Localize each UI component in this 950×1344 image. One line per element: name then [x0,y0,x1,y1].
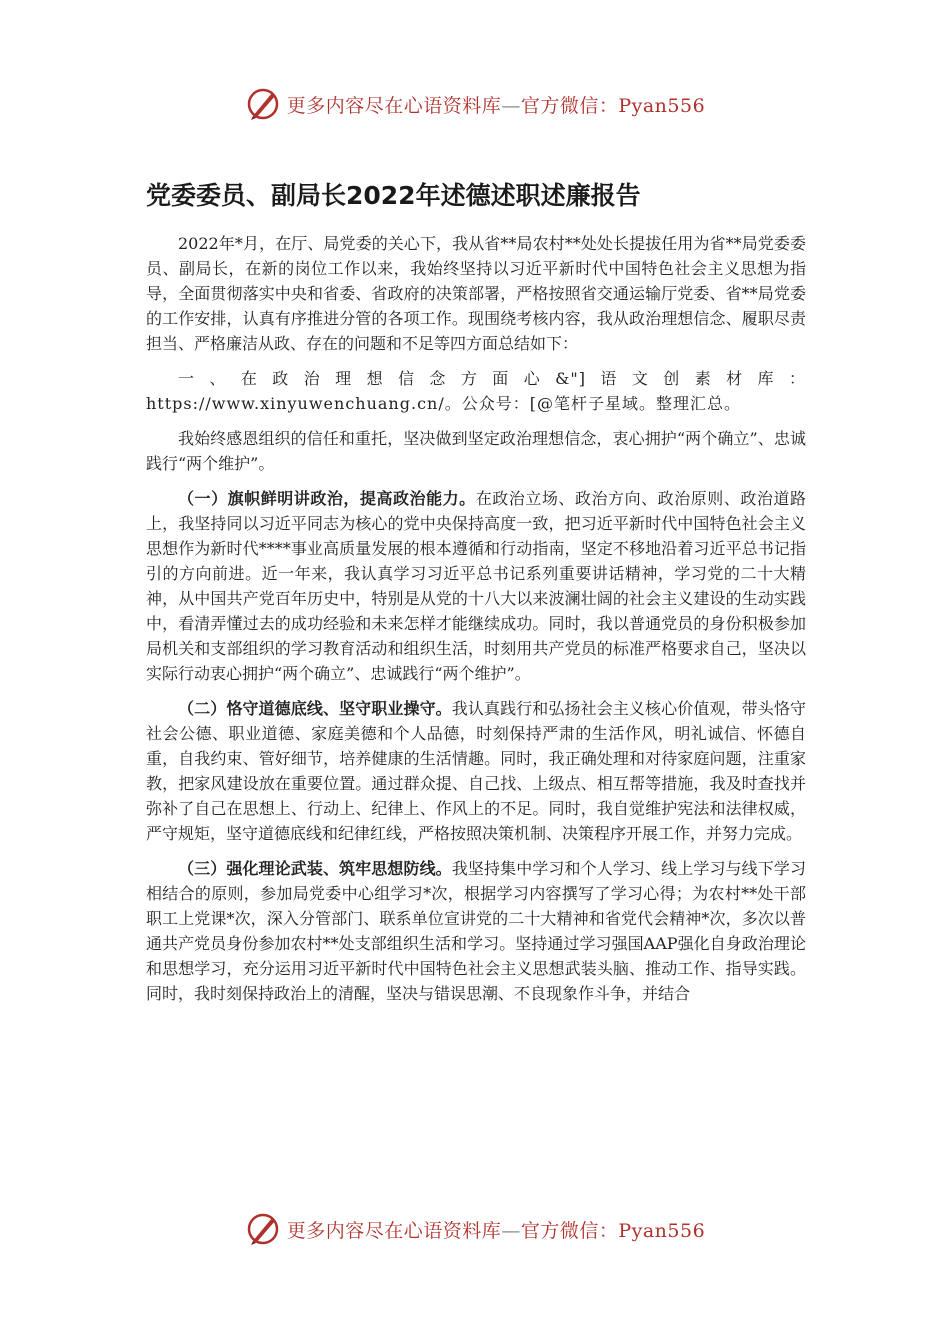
paragraph-section-1-intro: 我始终感恩组织的信任和重托，坚决做到坚定政治理想信念，衷心拥护“两个确立”、忠诚践行“两个维护”。 [146,429,806,473]
paragraph-subsection-2 [146,696,806,846]
section-heading-1: 一、在政治理想信念方面心&"]语文创素材库：https://www.xinyuwenchuang.cn/。公众号：[@笔杆子星域。整理汇总。 [146,369,806,413]
banner-main-text: 更多内容尽在心语资料库 [286,94,502,117]
document-body [146,231,806,1016]
header-banner [0,84,950,124]
paragraph-subsection-3 [146,856,806,1006]
subsection-1-heading: （一）旗帜鲜明讲政治，提高政治能力。 [178,489,476,508]
banner-text [287,91,705,118]
banner-text [287,1216,705,1243]
document-title: 党委委员、副局长2022年述德述职述廉报告 [146,181,641,210]
banner-wechat-id: Pyan556 [618,94,706,117]
paragraph-subsection-1 [146,486,806,686]
banner-wechat-label: 官方微信： [520,1219,619,1242]
subsection-2-heading: （二）恪守道德底线、坚守职业操守。 [178,699,452,718]
banner-main-text: 更多内容尽在心语资料库 [286,1219,502,1242]
subsection-3-body: 我坚持集中学习和个人学习、线上学习与线下学习相结合的原则，参加局党委中心组学习*次，根据学习内容撰写了学习心得；为农村**处干部职工上党课*次，深入分管部门、联系单位宣讲党的二十大精神和省党代会精神*次，多次以普通共产党员身份参加农村**处支部组织生活和学习。坚持通过学习强国AAP强化自身政治理论和思想学习，充分运用习近平新时代中国特色社会主义思想武装头脑、推动工作、指导实践。同时，我时刻保持政治上的清醒，坚决与错误思潮、不良现象作斗争，并结合 [146,859,806,1003]
pen-logo-icon [245,1211,281,1247]
paragraph-intro: 2022年*月，在厅、局党委的关心下，我从省**局农村**处处长提拔任用为省**局党委委员、副局长，在新的岗位工作以来，我始终坚持以习近平新时代中国特色社会主义思想为指导，全面贯彻落实中央和省委、省政府的决策部署，严格按照省交通运输厅党委、省**局党委的工作安排，认真有序推进分管的各项工作。现围绕考核内容，我从政治理想信念、履职尽责担当、严格廉洁从政、存在的问题和不足等四方面总结如下： [146,234,806,353]
footer-banner [0,1209,950,1249]
banner-wechat-id: Pyan556 [618,1219,706,1242]
banner-dash: — [501,1219,521,1242]
subsection-1-body: 在政治立场、政治方向、政治原则、政治道路上，我坚持同以习近平同志为核心的党中央保持高度一致，把习近平新时代中国特色社会主义思想作为新时代****事业高质量发展的根本遵循和行动指南，坚定不移地沿着习近平总书记指引的方向前进。近一年来，我认真学习习近平总书记系列重要讲话精神，学习党的二十大精神，从中国共产党百年历史中，特别是从党的十八大以来波澜壮阔的社会主义建设的生动实践中，看清弄懂过去的成功经验和未来怎样才能继续成功。同时，我以普通党员的身份积极参加局机关和支部组织的学习教育活动和组织生活，时刻用共产党员的标准严格要求自己，坚决以实际行动衷心拥护“两个确立”、忠诚践行“两个维护”。 [146,489,806,683]
banner-wechat-label: 官方微信： [520,94,619,117]
banner-dash: — [501,94,521,117]
subsection-2-body: 我认真践行和弘扬社会主义核心价值观，带头恪守社会公德、职业道德、家庭美德和个人品德，时刻保持严肃的生活作风，明礼诚信、怀德自重，自我约束、管好细节，培养健康的生活情趣。同时，我正确处理和对待家庭问题，注重家教，把家风建设放在重要位置。通过群众提、自己找、上级点、相互帮等措施，我及时查找并弥补了自己在思想上、行动上、纪律上、作风上的不足。同时，我自觉维护宪法和法律权威，严守规矩，坚守道德底线和纪律红线，严格按照决策机制、决策程序开展工作，并努力完成。 [146,699,806,843]
pen-logo-icon [245,86,281,122]
subsection-3-heading: （三）强化理论武装、筑牢思想防线。 [178,859,452,878]
